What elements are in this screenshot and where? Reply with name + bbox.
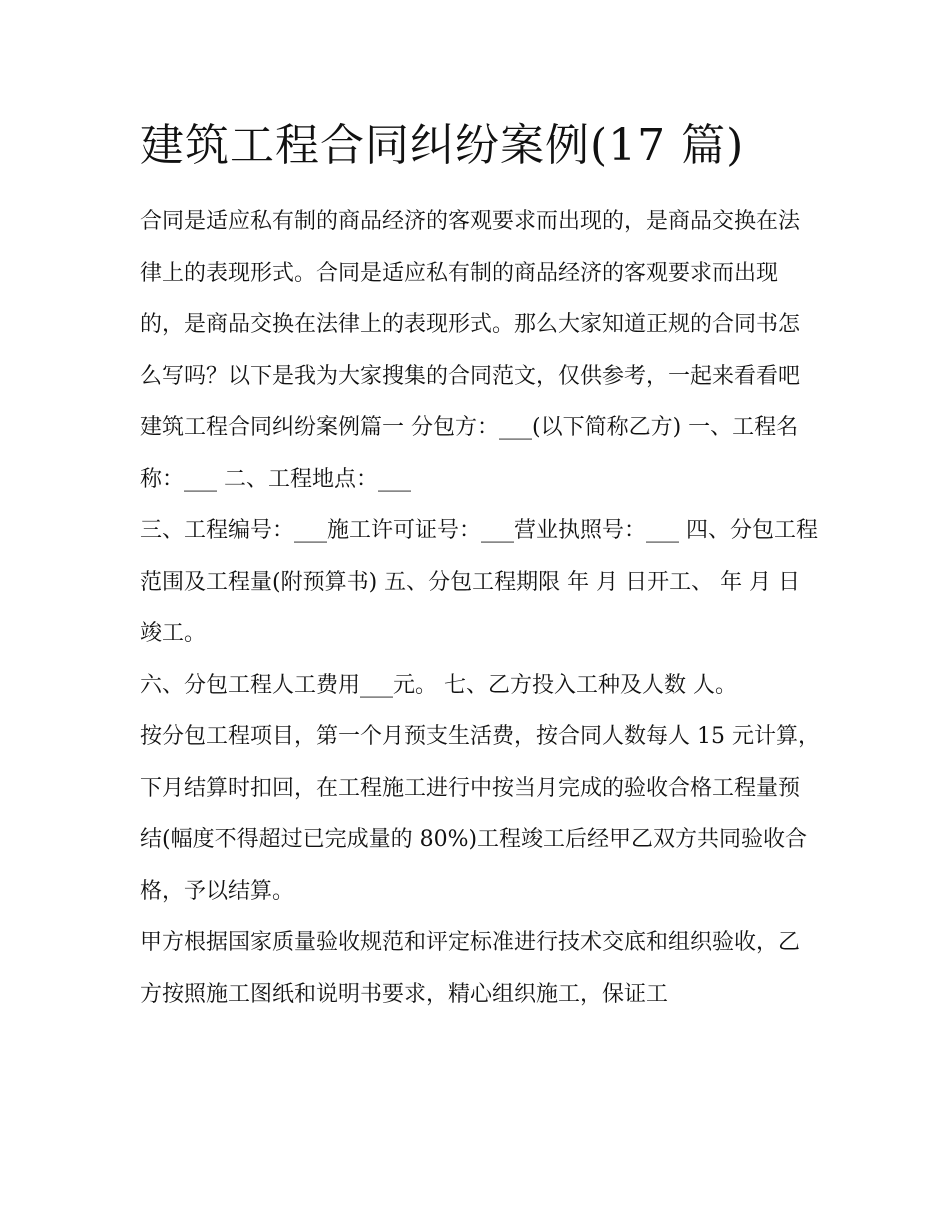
payment-paragraph: 按分包工程项目，第一个月预支生活费，按合同人数每人 15 元计算，下月结算时扣回，在工程施工进行中按当月完成的验收合格工程量预结(幅度不得超过已完成量的 80%)工程竣工后经甲乙双方共同验收合格，予以结算。	[140, 724, 820, 904]
quality-paragraph: 甲方根据国家质量验收规范和评定标准进行技术交底和组织验收，乙方按照施工图纸和说明书要求，精心组织施工，保证工	[140, 930, 801, 1007]
intro-paragraph: 合同是适应私有制的商品经济的客观要求而出现的，是商品交换在法律上的表现形式。合同是适应私有制的商品经济的客观要求而出现的，是商品交换在法律上的表现形式。那么大家知道正规的合同书怎么写吗？以下是我为大家搜集的合同范文，仅供参考，一起来看看吧	[140, 209, 801, 389]
contract-header-paragraph: 建筑工程合同纠纷案例篇一 分包方：___(以下简称乙方) 一、工程名称：___ 二、工程地点：___	[140, 415, 799, 492]
document-title: 建筑工程合同纠纷案例(17 篇)	[140, 120, 745, 171]
project-info-paragraph: 三、工程编号：___施工许可证号：___营业执照号：___ 四、分包工程范围及工程量(附预算书) 五、分包工程期限 年 月 日开工、 年 月 日竣工。	[140, 518, 818, 646]
labor-cost-paragraph: 六、分包工程人工费用___元。 七、乙方投入工种及人数 人。	[140, 672, 737, 698]
document-body	[140, 196, 820, 1020]
